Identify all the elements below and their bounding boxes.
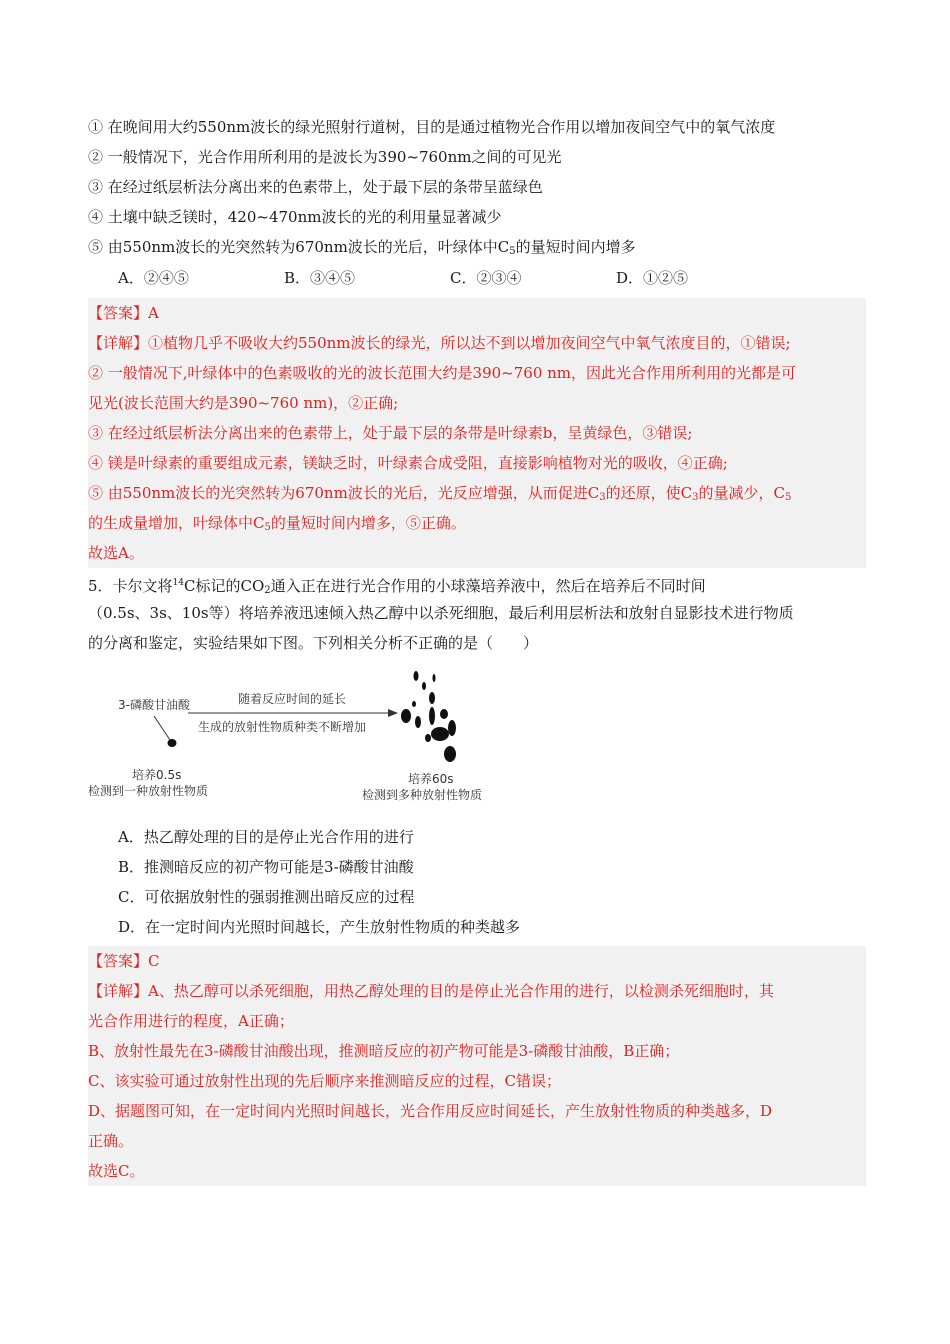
- arrow-top-text: 随着反应时间的延长: [238, 692, 347, 706]
- q5-option-b: B．推测暗反应的初产物可能是3-磷酸甘油酸: [118, 858, 414, 876]
- q5-detail-line-1: 【详解】A、热乙醇可以杀死细胞，用热乙醇处理的目的是停止光合作用的进行，以检测杀死细胞时，其: [88, 982, 774, 1000]
- q5-line-1: 5．卡尔文将$^{14}$C标记的$CO_2$通入正在进行光合作用的小球藻培养液中，然后在培养后不同时间: [88, 577, 706, 596]
- q5-option-c: C．可依据放射性的强弱推测出暗反应的过程: [118, 888, 415, 906]
- document-page: [88, 112, 866, 1186]
- statement-5: ⑤ 由550nm波长的光突然转为670nm波长的光后，叶绿体中$C_5$的量短时间内增多: [88, 238, 636, 257]
- q5-detail-line-2: 光合作用进行的程度，A正确；: [88, 1012, 294, 1030]
- statement-1: ① 在晚间用大约550nm波长的绿光照射行道树，目的是通过植物光合作用以增加夜间空气中的氧气浓度: [88, 118, 776, 136]
- right-caption-1: 培养60s: [408, 772, 454, 786]
- question-5: [88, 568, 866, 942]
- detail-line-7: 的生成量增加，叶绿体中$C_5$的量短时间内增多，⑤正确。: [88, 514, 466, 533]
- single-spot: [168, 739, 177, 747]
- detail-line-5: ④ 镁是叶绿素的重要组成元素，镁缺乏时，叶绿素合成受阻，直接影响植物对光的吸收，④正确;: [88, 454, 728, 472]
- q5-option-a: A．热乙醇处理的目的是停止光合作用的进行: [118, 828, 414, 846]
- statement-2: ② 一般情况下，光合作用所利用的是波长为390~760nm之间的可见光: [88, 148, 562, 166]
- chromatography-figure: [88, 668, 866, 818]
- detail-line-2: ② 一般情况下,叶绿体中的色素吸收的光的波长范围大约是390~760 nm，因此光合作用所利用的光都是可: [88, 364, 797, 382]
- left-caption-2: 检测到一种放射性物质: [88, 784, 209, 798]
- detail-line-1: 【详解】①植物几乎不吸收大约550nm波长的绿光，所以达不到以增加夜间空气中氧气浓度目的，①错误;: [88, 334, 791, 352]
- option-a: A．②④⑤: [118, 269, 189, 287]
- left-caption-1: 培养0.5s: [132, 768, 182, 782]
- statement-3: ③ 在经过纸层析法分离出来的色素带上，处于最下层的条带呈蓝绿色: [88, 178, 543, 196]
- detail-line-3: 见光(波长范围大约是390~760 nm)，②正确;: [88, 394, 399, 412]
- detail-line-4: ③ 在经过纸层析法分离出来的色素带上，处于最下层的条带是叶绿素b，呈黄绿色，③错误;: [88, 424, 693, 442]
- q5-answer-block: [88, 946, 866, 1186]
- prev-options: [88, 262, 866, 294]
- statement-4: ④ 土壤中缺乏镁时，420~470nm波长的光的利用量显著减少: [88, 208, 502, 226]
- q5-line-2: （0.5s、3s、10s等）将培养液迅速倾入热乙醇中以杀死细胞，最后利用层析法和放射自显影技术进行物质: [88, 604, 794, 622]
- right-caption-2: 检测到多种放射性物质: [362, 788, 483, 802]
- prev-statements: [88, 112, 866, 262]
- option-b: B．③④⑤: [284, 269, 356, 287]
- option-c: C．②③④: [450, 269, 522, 287]
- q5-detail-line-3: B、放射性最先在3-磷酸甘油酸出现，推测暗反应的初产物可能是3-磷酸甘油酸，B正确；: [88, 1042, 680, 1060]
- q5-detail-line-4: C、该实验可通过放射性出现的先后顺序来推测暗反应的过程，C错误；: [88, 1072, 561, 1090]
- q5-conclusion: 故选C。: [88, 1162, 145, 1180]
- arrow-bottom-text: 生成的放射性物质种类不断增加: [198, 720, 367, 734]
- answer-label: 【答案】A: [88, 304, 159, 322]
- option-d: D．①②⑤: [616, 269, 689, 287]
- arrow-head: [388, 709, 398, 717]
- q5-answer-label: 【答案】C: [88, 952, 160, 970]
- q5-option-d: D．在一定时间内光照时间越长，产生放射性物质的种类越多: [118, 918, 521, 936]
- pointer-line: [154, 716, 170, 740]
- detail-line-6: ⑤ 由550nm波长的光突然转为670nm波长的光后，光反应增强，从而促进$C_3$的还原，使$C_3$的量减少，$C_5$: [88, 484, 792, 503]
- prev-answer-block: [88, 298, 866, 568]
- spot-cluster: [401, 671, 456, 762]
- conclusion: 故选A。: [88, 544, 144, 562]
- q5-detail-line-5: D、据题图可知，在一定时间内光照时间越长，光合作用反应时间延长，产生放射性物质的种类越多，D: [88, 1102, 773, 1120]
- q5-detail-line-6: 正确。: [88, 1132, 134, 1150]
- pga-label: 3-磷酸甘油酸: [118, 698, 190, 712]
- q5-line-3: 的分离和鉴定，实验结果如下图。下列相关分析不正确的是（ ）: [88, 634, 539, 652]
